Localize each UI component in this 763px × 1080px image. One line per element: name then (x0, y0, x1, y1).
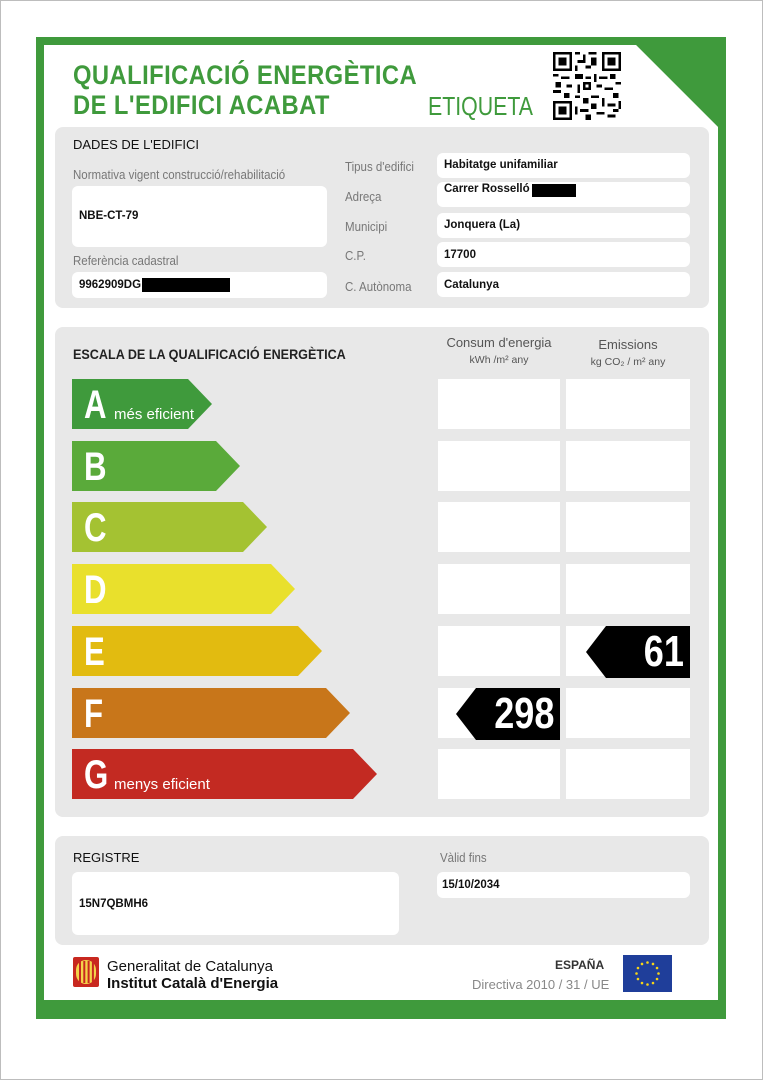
emissions-marker-value: 61 (643, 627, 684, 676)
consum-cell-b (438, 441, 560, 491)
registre-value: 15N7QBMH6 (79, 898, 149, 910)
cp-value: 17700 (444, 249, 476, 261)
adreca-value: Carrer Rosselló (444, 183, 530, 195)
class-letter: E (84, 630, 105, 674)
generalitat-line1: Generalitat de Catalunya (107, 958, 273, 975)
emissions-header-text: Emissions (598, 337, 658, 352)
eu-star-icon (646, 983, 649, 986)
title-line1: QUALIFICACIÓ ENERGÈTICA (73, 60, 418, 90)
class-letter: C (84, 506, 107, 550)
eu-star-icon (641, 963, 644, 966)
class-bar-a (72, 379, 212, 429)
directiva-label: Directiva 2010 / 31 / UE (472, 977, 610, 992)
registre-label: REGISTRE (73, 850, 140, 865)
tipus-value: Habitatge unifamiliar (444, 159, 558, 171)
generalitat-line2: Institut Català d'Energia (107, 975, 279, 992)
eu-star-icon (641, 982, 644, 985)
consum-marker (456, 688, 560, 740)
class-letter: F (84, 692, 104, 736)
consum-cell-c (438, 502, 560, 552)
energy-scale-title: ESCALA DE LA QUALIFICACIÓ ENERGÈTICA (73, 346, 346, 362)
eu-star-icon (656, 967, 659, 970)
normativa-value: NBE-CT-79 (79, 210, 139, 222)
etiqueta-label: ETIQUETA (428, 91, 534, 121)
class-bar-d (72, 564, 295, 614)
consum-cell-e (438, 626, 560, 676)
consum-cell-a (438, 379, 560, 429)
qr-code-icon (553, 52, 621, 120)
eu-star-icon (657, 972, 660, 975)
normativa-label: Normativa vigent construcció/rehabilitació (73, 168, 286, 182)
class-note: més eficient (114, 406, 195, 423)
eu-star-icon (652, 963, 655, 966)
eu-star-icon (637, 967, 640, 970)
class-letter: D (84, 568, 107, 612)
municipi-label: Municipi (345, 220, 388, 234)
emissions-header (566, 337, 690, 368)
consum-header (438, 335, 560, 366)
class-letter: B (84, 445, 107, 489)
eu-star-icon (635, 972, 638, 975)
tipus-label: Tipus d'edifici (345, 160, 414, 174)
emissions-marker (586, 626, 690, 678)
redaction-bar (532, 184, 576, 197)
espana-label: ESPAÑA (555, 958, 605, 972)
consum-cell-g (438, 749, 560, 799)
valid-label: Vàlid fins (440, 851, 487, 865)
cp-label: C.P. (345, 249, 366, 263)
consum-header-text: Consum d'energia (446, 335, 552, 350)
municipi-value: Jonquera (La) (444, 219, 521, 231)
valid-value: 15/10/2034 (442, 879, 500, 891)
class-bar-c (72, 502, 267, 552)
emissions-cell-c (566, 502, 690, 552)
building-data-title: DADES DE L'EDIFICI (73, 137, 200, 152)
title-line2: DE L'EDIFICI ACABAT (73, 90, 330, 120)
emissions-unit: kg CO₂ / m² any (590, 356, 666, 368)
class-bar-e (72, 626, 322, 676)
emissions-cell-d (566, 564, 690, 614)
generalitat-seal-icon (73, 957, 99, 987)
eu-star-icon (652, 982, 655, 985)
consum-cell-d (438, 564, 560, 614)
autonoma-label: C. Autònoma (345, 280, 412, 294)
eu-star-icon (646, 961, 649, 964)
emissions-cell-a (566, 379, 690, 429)
autonoma-value: Catalunya (444, 279, 499, 291)
emissions-cell-b (566, 441, 690, 491)
generalitat-text (107, 958, 278, 992)
class-bar-b (72, 441, 240, 491)
eu-star-icon (656, 978, 659, 981)
adreca-label: Adreça (345, 190, 382, 204)
class-bar-g (72, 749, 377, 799)
redaction-bar (142, 278, 230, 292)
consum-unit: kWh /m² any (469, 354, 529, 366)
class-letter: A (84, 383, 107, 427)
referencia-label: Referència cadastral (73, 254, 179, 268)
eu-flag-icon (623, 955, 672, 992)
referencia-value: 9962909DG (79, 279, 142, 291)
corner-fold (636, 37, 726, 127)
emissions-cell-f (566, 688, 690, 738)
class-note: menys eficient (114, 776, 210, 793)
class-bar-f (72, 688, 350, 738)
class-letter: G (84, 753, 109, 797)
consum-marker-value: 298 (493, 689, 554, 738)
eu-star-icon (637, 978, 640, 981)
emissions-cell-g (566, 749, 690, 799)
